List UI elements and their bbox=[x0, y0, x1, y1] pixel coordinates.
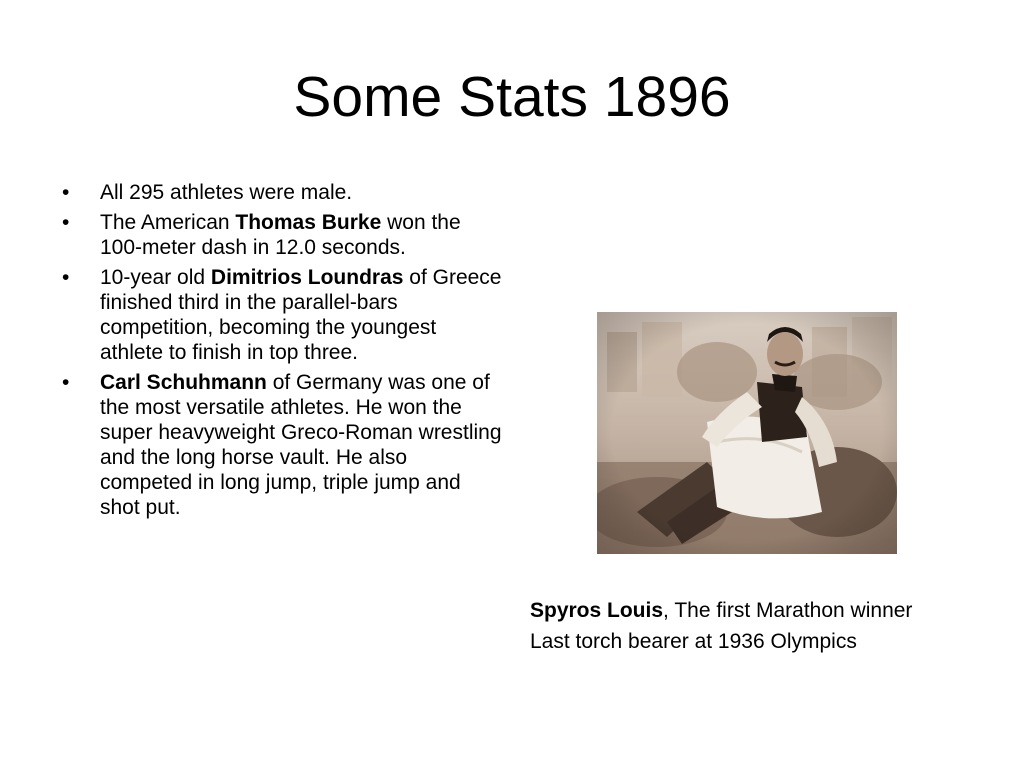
bullet-bold: Dimitrios Loundras bbox=[210, 266, 404, 289]
bullet-text: 10-year old bbox=[100, 266, 211, 289]
bullet-marker: • bbox=[62, 266, 70, 289]
bullet-bold: Carl Schuhmann bbox=[100, 371, 267, 394]
bullet-bold: Thomas Burke bbox=[235, 211, 382, 234]
sepia-portrait-photo-icon bbox=[597, 312, 897, 554]
photo-caption bbox=[530, 595, 1020, 657]
bullet-item bbox=[62, 180, 502, 205]
bullet-marker: • bbox=[62, 181, 70, 204]
spyros-louis-photo bbox=[597, 312, 897, 554]
bullet-text: All 295 athletes were male. bbox=[100, 181, 353, 204]
bullet-list bbox=[62, 180, 502, 525]
bullet-item bbox=[62, 265, 502, 365]
bullet-item bbox=[62, 210, 502, 260]
caption-line-1 bbox=[530, 595, 1020, 626]
caption-line-2: Last torch bearer at 1936 Olympics bbox=[530, 630, 857, 653]
caption-line-1-rest: , The first Marathon winner bbox=[663, 599, 913, 622]
slide-title: Some Stats 1896 bbox=[293, 65, 731, 129]
caption-name: Spyros Louis bbox=[530, 599, 664, 622]
bullet-marker: • bbox=[62, 371, 70, 394]
bullet-item bbox=[62, 370, 502, 520]
bullet-text: The American bbox=[100, 211, 236, 234]
bullet-marker: • bbox=[62, 211, 70, 234]
bullet-text-rest: won the 100-meter dash in 12.0 seconds. bbox=[100, 211, 461, 259]
bullet-text-rest: of Germany was one of the most versatile athletes. He won the super heavyweight Greco-Roman wrestling and the long horse vault. He also competed in long jump, triple jump and shot put. bbox=[100, 371, 502, 519]
bullet-text-rest: of Greece finished third in the parallel-bars competition, becoming the youngest athlete to finish in top three. bbox=[100, 266, 502, 364]
